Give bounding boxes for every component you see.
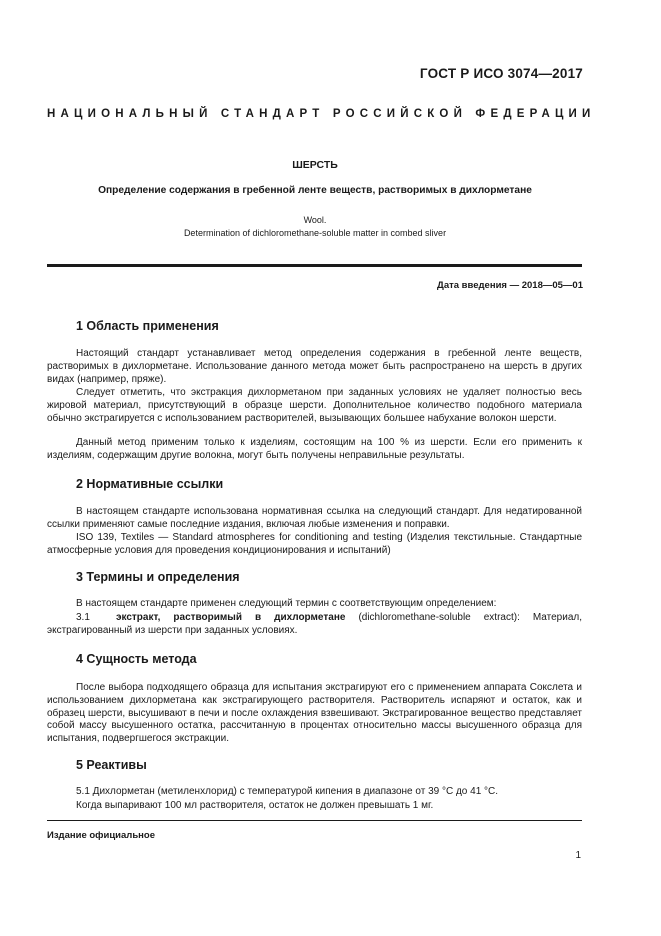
section-2-paragraph-2	[47, 532, 582, 558]
intro-date: Дата введения — 2018—05—01	[437, 280, 583, 291]
document-title: ШЕРСТЬ	[292, 159, 338, 171]
section-3-paragraph-1	[47, 598, 582, 611]
section-5-paragraph-2-text: Когда выпаривают 100 мл растворителя, остаток не должен превышать 1 мг.	[76, 800, 434, 811]
section-1-paragraph-2	[47, 387, 582, 425]
footer-divider	[47, 820, 582, 821]
section-2-paragraph-1	[47, 506, 582, 532]
section-5-paragraph-1	[47, 786, 582, 799]
section-2-paragraph-1-text: В настоящем стандарте использована нормативная ссылка на следующий стандарт. Для недатированной ссылки применяют самые последние издания, включая любые изменения и поправки.	[47, 506, 582, 530]
section-1-paragraph-2-text: Следует отметить, что экстракция дихлорметаном при заданных условиях не удаляет полностью весь жировой материал, присутствующий в образце шерсти. Дополнительное количество подобного материала обычно экстрагируется с использованием растворителей, вызывающих большее набухание волокон шерсти.	[47, 387, 582, 424]
section-1-paragraph-1-text: Настоящий стандарт устанавливает метод определения содержания в гребенной ленте веществ, растворимых в дихлорметане. Использование данного метода может быть распространено на шерсть в других видах (например, пряже).	[47, 348, 582, 385]
title-divider	[47, 264, 582, 267]
national-standard-banner: НАЦИОНАЛЬНЫЙ СТАНДАРТ РОССИЙСКОЙ ФЕДЕРАЦИИ	[47, 108, 596, 120]
section-5-paragraph-1-text: 5.1 Дихлорметан (метиленхлорид) с температурой кипения в диапазоне от 39 °С до 41 °С.	[76, 786, 499, 797]
section-1-paragraph-3	[47, 437, 582, 463]
document-subtitle: Определение содержания в гребенной ленте веществ, растворимых в дихлорметане	[98, 185, 532, 196]
term-name: экстракт, растворимый в дихлорметане	[115, 612, 346, 623]
section-1-paragraph-1	[47, 348, 582, 386]
section-2-paragraph-2-text: ISO 139, Textiles — Standard atmospheres for conditioning and testing (Изделия текстильные. Стандартные атмосферные условия для проведения кондиционирования и испытаний)	[47, 532, 582, 556]
section-1-heading: 1 Область применения	[76, 319, 219, 333]
term-definition: (dichloromethane-soluble extract): Материал, экстрагированный из шерсти при заданных условиях.	[47, 612, 582, 636]
section-3-heading: 3 Термины и определения	[76, 570, 240, 584]
section-3-term-definition	[47, 612, 582, 638]
section-5-paragraph-2	[47, 800, 582, 813]
standard-number: ГОСТ Р ИСО 3074—2017	[419, 66, 583, 81]
official-edition-label: Издание официальное	[47, 830, 155, 841]
english-title: Wool.	[303, 215, 327, 225]
section-2-heading: 2 Нормативные ссылки	[76, 477, 224, 491]
page-number: 1	[575, 850, 581, 861]
section-4-heading: 4 Сущность метода	[76, 652, 197, 666]
section-4-paragraph-1	[47, 682, 582, 746]
term-number: 3.1	[76, 612, 90, 623]
section-5-heading: 5 Реактивы	[76, 758, 147, 772]
section-4-paragraph-1-text: После выбора подходящего образца для испытания экстрагируют его с применением аппарата Сокслета и использованием дихлорметана как экстрагирующего растворителя. Растворитель испаряют и остаток, как и образец шерсти, высушивают в печи и после охлаждения взвешивают. Экстрагированное вещество представляет собой массу высушенного остатка, рассчитанную в процентах относительно массы высушенного образца для испытания, подвергшегося экстракции.	[47, 682, 582, 745]
section-3-paragraph-1-text: В настоящем стандарте применен следующий термин с соответствующим определением:	[76, 598, 497, 609]
section-1-paragraph-3-text: Данный метод применим только к изделиям, состоящим на 100 % из шерсти. Если его применить к изделиям, содержащим другие волокна, могут быть получены неправильные результаты.	[47, 437, 582, 461]
english-subtitle: Determination of dichloromethane-soluble matter in combed sliver	[183, 228, 447, 238]
